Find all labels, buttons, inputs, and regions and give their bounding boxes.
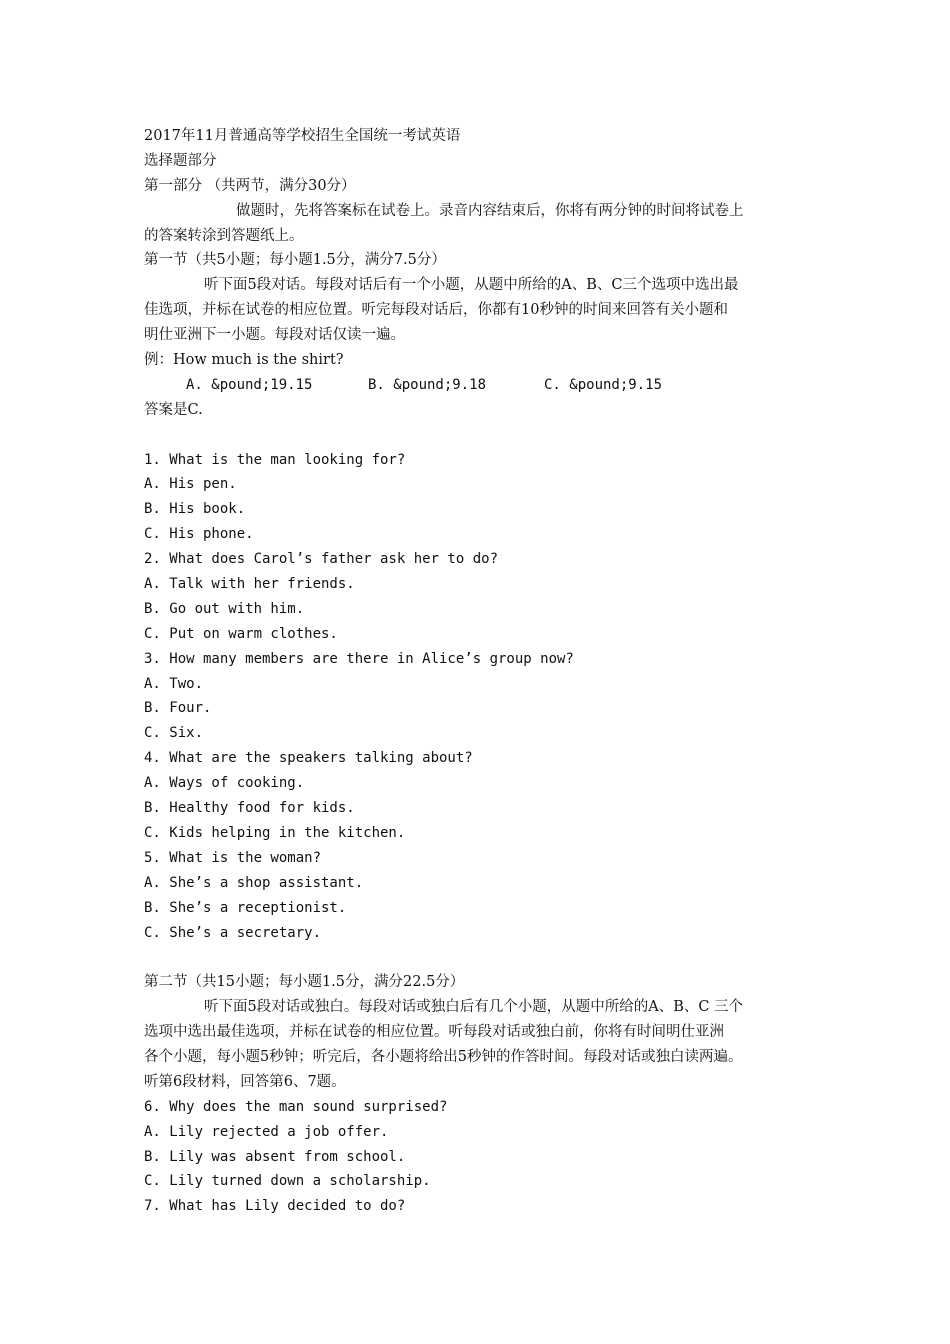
question-4: 4. What are the speakers talking about? (144, 750, 473, 767)
question-2: 2. What does Carol’s father ask her to do? (144, 551, 499, 568)
question-7: 7. What has Lily decided to do? (144, 1198, 406, 1215)
question-5-option-a: A. She’s a shop assistant. (144, 874, 364, 891)
question-3-option-a: A. Two. (144, 675, 204, 692)
section1-instruction-line2: 佳选项，并标在试卷的相应位置。听完每段对话后，你都有10秒钟的时间来回答有关小题和 (144, 302, 728, 319)
question-1-option-a: A. His pen. (144, 476, 237, 493)
section2-instruction-line1: 听下面5段对话或独白。每段对话或独白后有几个小题，从题中所给的A、B、C 三个 (204, 999, 744, 1016)
question-4-option-c: C. Kids helping in the kitchen. (144, 824, 406, 841)
question-5-option-b: B. She’s a receptionist. (144, 899, 347, 916)
material-note: 听第6段材料，回答第6、7题。 (144, 1073, 346, 1090)
section1-instruction-line3: 明仕亚洲下一小题。每段对话仅读一遍。 (144, 327, 405, 344)
question-4-option-a: A. Ways of cooking. (144, 775, 305, 792)
spacer (144, 423, 824, 448)
question-3-option-b: B. Four. (144, 700, 212, 717)
question-5-option-c: C. She’s a secretary. (144, 924, 322, 941)
section2-instruction-line3: 各个小题，每小题5秒钟；听完后，各小题将给出5秒钟的作答时间。每段对话或独白读两遍。 (144, 1048, 743, 1065)
section-label: 选择题部分 (144, 152, 217, 169)
question-1: 1. What is the man looking for? (144, 451, 406, 468)
question-list-part1 (144, 448, 824, 946)
part1-heading: 第一部分 （共两节，满分30分） (144, 177, 356, 194)
section2-heading: 第二节（共15小题；每小题1.5分，满分22.5分） (144, 974, 465, 991)
question-6: 6. Why does the man sound surprised? (144, 1098, 448, 1115)
question-list-part2 (144, 1095, 824, 1219)
part1-instruction-line2: 的答案转涂到答题纸上。 (144, 227, 304, 244)
question-2-option-b: B. Go out with him. (144, 600, 305, 617)
question-4-option-b: B. Healthy food for kids. (144, 800, 355, 817)
section1-heading: 第一节（共5小题；每小题1.5分，满分7.5分） (144, 252, 446, 269)
question-6-option-a: A. Lily rejected a job offer. (144, 1123, 389, 1140)
question-5: 5. What is the woman? (144, 849, 322, 866)
question-6-option-c: C. Lily turned down a scholarship. (144, 1173, 431, 1190)
question-2-option-c: C. Put on warm clothes. (144, 625, 338, 642)
question-2-option-a: A. Talk with her friends. (144, 576, 355, 593)
document-page (144, 124, 824, 1219)
section1-instruction-line1: 听下面5段对话。每段对话后有一个小题，从题中所给的A、B、C三个选项中选出最 (204, 277, 739, 294)
example-option-c: C. &pound;9.15 (544, 376, 663, 393)
spacer (144, 945, 824, 970)
question-6-option-b: B. Lily was absent from school. (144, 1148, 406, 1165)
example-question: 例：How much is the shirt? (144, 352, 344, 369)
example-option-b: B. &pound;9.18 (368, 376, 487, 393)
question-1-option-c: C. His phone. (144, 526, 254, 543)
example-option-a: A. &pound;19.15 (186, 376, 313, 393)
example-options (144, 373, 824, 398)
part1-instruction-line1: 做题时，先将答案标在试卷上。录音内容结束后，你将有两分钟的时间将试卷上 (236, 202, 744, 219)
document-title: 2017年11月普通高等学校招生全国统一考试英语 (144, 128, 461, 144)
question-3: 3. How many members are there in Alice’s group now? (144, 650, 574, 667)
question-3-option-c: C. Six. (144, 725, 204, 742)
section2-instruction-line2: 选项中选出最佳选项，并标在试卷的相应位置。听每段对话或独白前，你将有时间明仕亚洲 (144, 1024, 724, 1041)
question-1-option-b: B. His book. (144, 501, 246, 518)
example-answer: 答案是C. (144, 401, 203, 418)
